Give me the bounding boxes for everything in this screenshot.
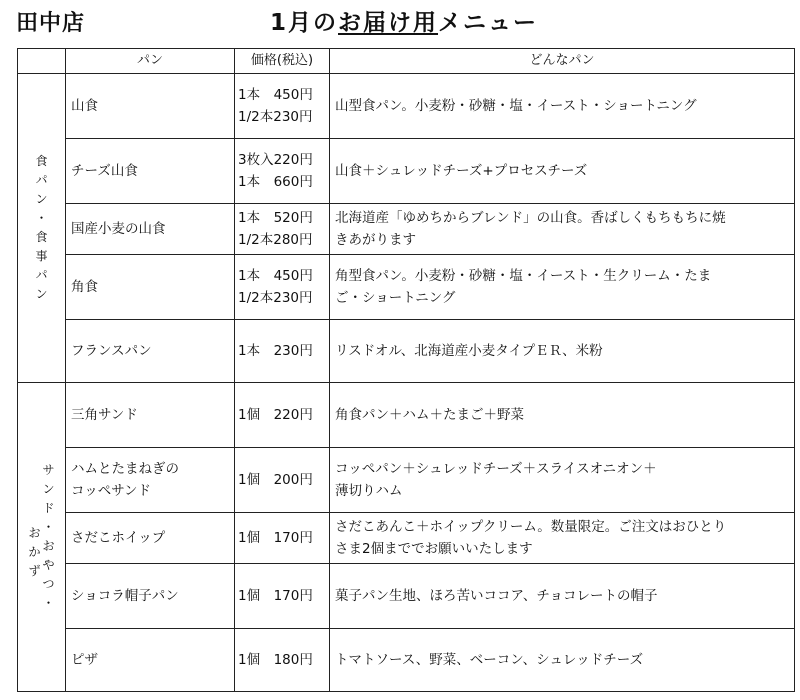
price-line: 1本 660円 [238, 174, 313, 190]
price-line: 1個 170円 [238, 588, 313, 604]
price-line: 1個 170円 [238, 530, 313, 546]
desc-line: ご・ショートニング [335, 290, 456, 306]
item-name-line: ピザ [71, 652, 98, 668]
table-row [18, 383, 795, 448]
table-row [18, 320, 795, 383]
item-name-line: 国産小麦の山食 [71, 221, 166, 237]
item-price [235, 139, 330, 204]
category-char: か [28, 544, 41, 559]
desc-line: 山型食パン。小麦粉・砂糖・塩・イースト・ショートニング [335, 98, 697, 114]
price-line: 1/2本280円 [238, 232, 313, 248]
category-bread [18, 74, 66, 383]
item-description [330, 564, 795, 629]
category-char: ず [28, 563, 41, 578]
menu-title-underlined: お届け用 [338, 10, 439, 36]
category-char: お [28, 525, 41, 540]
item-name-line: 山食 [71, 98, 98, 114]
item-name-line: 角食 [71, 279, 98, 295]
category-char: ・ [35, 211, 48, 225]
item-description [330, 513, 795, 564]
item-price [235, 204, 330, 255]
price-line: 1本 450円 [238, 87, 313, 103]
table-row [18, 74, 795, 139]
desc-line: トマトソース、野菜、ベーコン、シュレッドチーズ [335, 652, 644, 668]
item-name [66, 629, 235, 692]
item-description [330, 255, 795, 320]
category-char: 食 [35, 230, 48, 244]
table-row [18, 564, 795, 629]
category-char: ン [42, 482, 55, 496]
table-row [18, 204, 795, 255]
price-line: 3枚入220円 [238, 152, 313, 168]
item-name-line: チーズ山食 [71, 163, 138, 179]
desc-line: 薄切りハム [335, 483, 403, 499]
item-name [66, 383, 235, 448]
item-price [235, 629, 330, 692]
desc-line: きあがります [335, 232, 416, 248]
menu-table [17, 48, 795, 692]
price-line: 1/2本230円 [238, 290, 313, 306]
desc-line: リスドオル、北海道産小麦タイプＥＲ、米粉 [335, 343, 603, 359]
item-price [235, 564, 330, 629]
table-row [18, 513, 795, 564]
desc-line: さだこあんこ＋ホイップクリーム。数量限定。ご注文はおひとり [335, 519, 727, 535]
item-name-line: フランスパン [71, 343, 152, 359]
desc-line: さま2個まででお願いいたします [335, 541, 533, 557]
price-line: 1本 450円 [238, 268, 313, 284]
table-row [18, 255, 795, 320]
item-name-line: ハムとたまねぎの [71, 461, 179, 477]
page-header [0, 0, 800, 44]
item-price [235, 255, 330, 320]
header-bread: パン [66, 49, 235, 74]
header-category [18, 49, 66, 74]
category-char: ・ [42, 520, 55, 534]
item-description [330, 139, 795, 204]
item-price [235, 74, 330, 139]
category-char: お [42, 539, 55, 553]
item-price [235, 448, 330, 513]
category-char: ・ [42, 596, 55, 610]
category-char: や [42, 558, 55, 572]
desc-line: 山食＋シュレッドチーズ+プロセスチーズ [335, 163, 588, 179]
item-name-line: さだこホイップ [71, 530, 166, 546]
category-char: ン [35, 192, 48, 206]
category-sandwich [18, 383, 66, 692]
item-description [330, 74, 795, 139]
item-name-line: ショコラ帽子パン [71, 588, 179, 604]
category-char: つ [42, 577, 55, 591]
category-char: ン [35, 287, 48, 301]
item-description [330, 204, 795, 255]
item-price [235, 320, 330, 383]
item-name [66, 564, 235, 629]
item-name-line: 三角サンド [71, 407, 138, 423]
category-char: 食 [35, 154, 48, 168]
category-char: サ [42, 463, 55, 477]
item-price [235, 513, 330, 564]
table-header-row [18, 49, 795, 74]
item-name [66, 204, 235, 255]
menu-title-prefix: 1月の [270, 10, 339, 36]
table-row [18, 139, 795, 204]
price-line: 1個 220円 [238, 407, 313, 423]
item-description [330, 448, 795, 513]
price-line: 1本 230円 [238, 343, 313, 359]
item-name [66, 320, 235, 383]
item-name [66, 74, 235, 139]
desc-line: 北海道産「ゆめちからブレンド」の山食。香ばしくもちもちに焼 [335, 210, 726, 226]
item-price [235, 383, 330, 448]
desc-line: 角型食パン。小麦粉・砂糖・塩・イースト・生クリーム・たま [335, 268, 712, 284]
desc-line: 角食パン＋ハム＋たまご＋野菜 [335, 407, 524, 423]
table-row [18, 629, 795, 692]
price-line: 1本 520円 [238, 210, 313, 226]
category-char: 事 [35, 249, 48, 263]
item-description [330, 383, 795, 448]
header-price: 価格(税込) [235, 49, 330, 74]
price-line: 1個 200円 [238, 472, 313, 488]
item-description [330, 320, 795, 383]
menu-title-suffix: メニュー [438, 10, 539, 36]
item-name [66, 448, 235, 513]
item-name-line: コッペサンド [71, 483, 152, 499]
item-name [66, 139, 235, 204]
price-line: 1個 180円 [238, 652, 313, 668]
category-char: パ [35, 173, 48, 187]
price-line: 1/2本230円 [238, 109, 313, 125]
header-description: どんなパン [330, 49, 795, 74]
item-description [330, 629, 795, 692]
shop-name: 田中店 [16, 11, 86, 36]
category-char: ド [42, 501, 55, 515]
item-name [66, 513, 235, 564]
item-name [66, 255, 235, 320]
desc-line: 菓子パン生地、ほろ苦いココア、チョコレートの帽子 [335, 588, 658, 604]
category-char: パ [35, 268, 48, 282]
table-row [18, 448, 795, 513]
menu-title [270, 4, 538, 37]
desc-line: コッペパン＋シュレッドチーズ＋スライスオニオン＋ [335, 461, 657, 477]
